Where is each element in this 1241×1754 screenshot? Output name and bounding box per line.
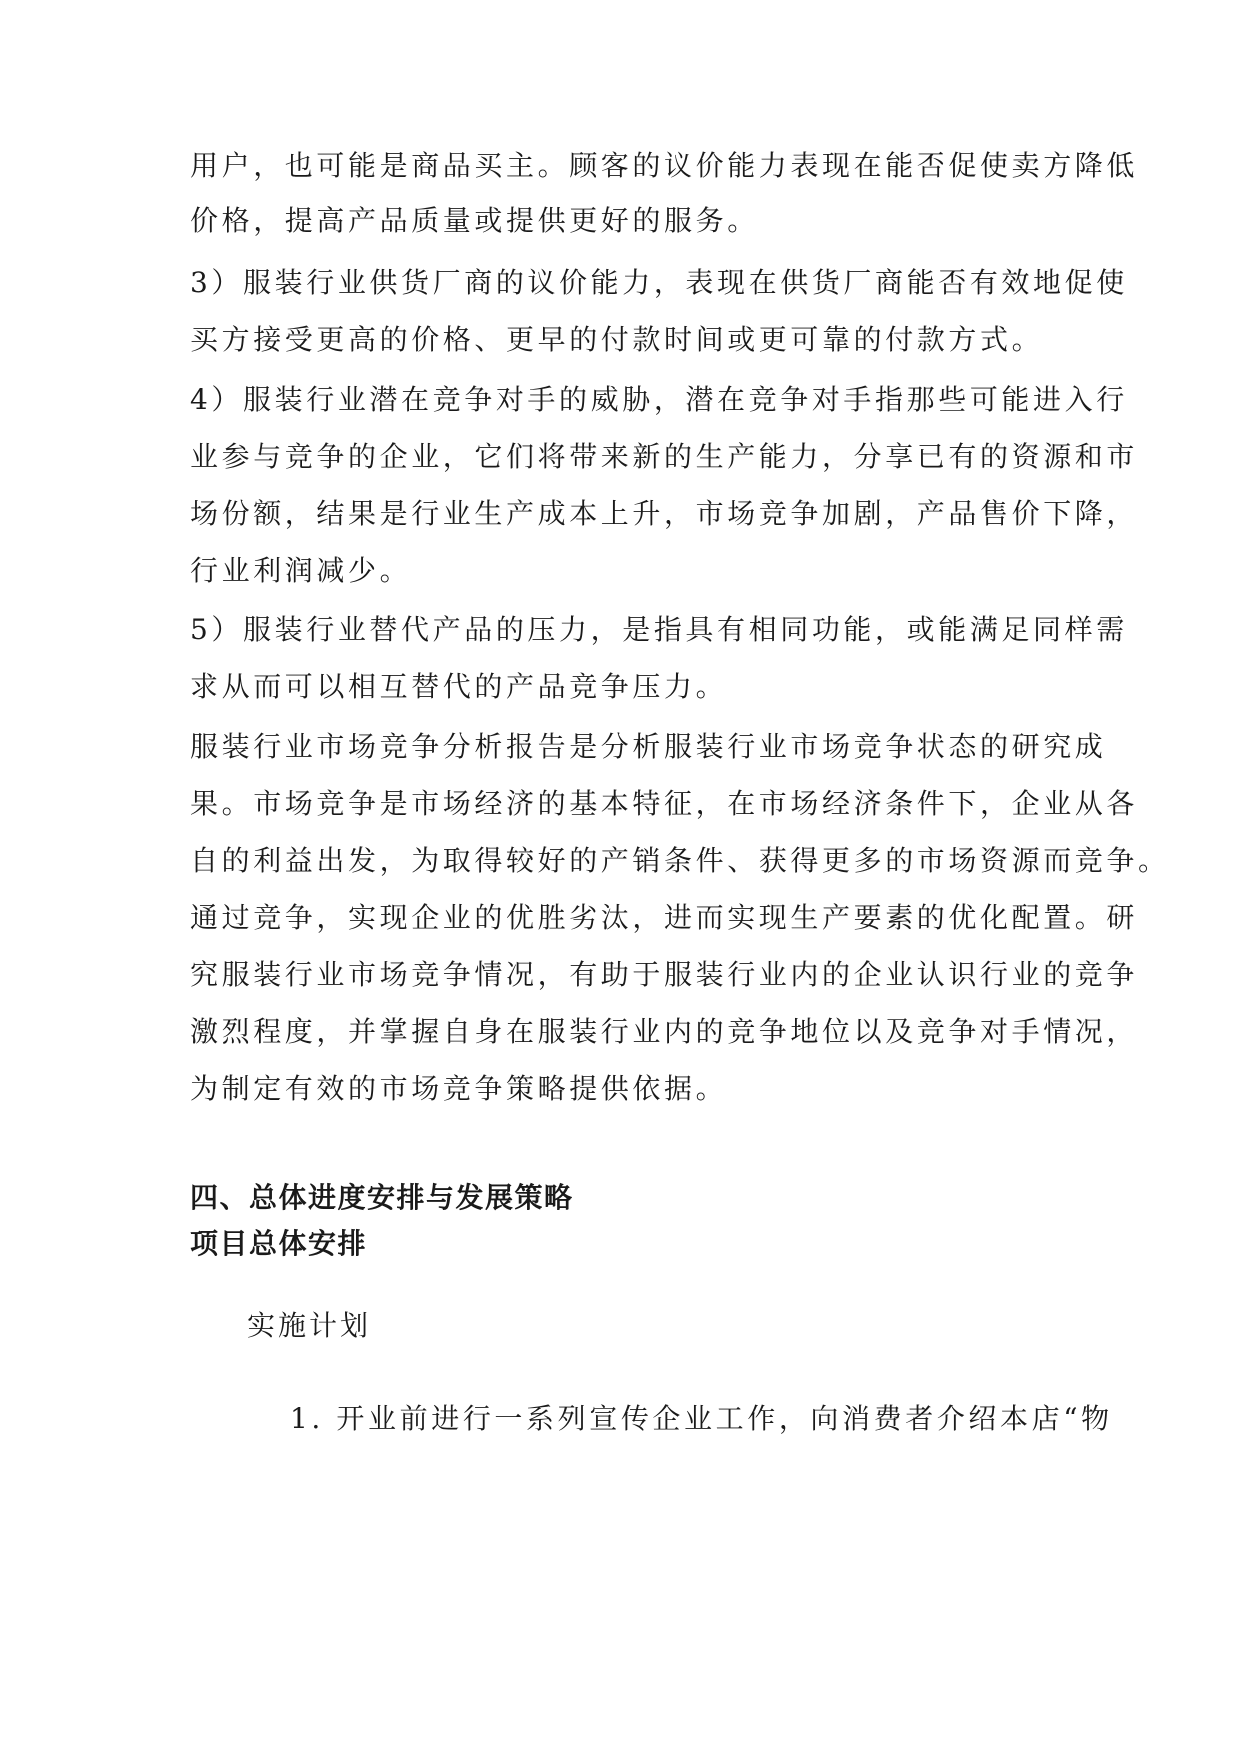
body-line: 买方接受更高的价格、更早的付款时间或更可靠的付款方式。 bbox=[190, 323, 1044, 356]
body-line: 求从而可以相互替代的产品竞争压力。 bbox=[190, 670, 728, 703]
body-line: 4）服装行业潜在竞争对手的威胁，潜在竞争对手指那些可能进入行 bbox=[190, 383, 1128, 416]
body-line: 行业利润减少。 bbox=[190, 554, 412, 587]
body-line: 自的利益出发，为取得较好的产销条件、获得更多的市场资源而竞争。 bbox=[190, 844, 1170, 877]
body-line: 场份额，结果是行业生产成本上升，市场竞争加剧，产品售价下降， bbox=[190, 497, 1139, 530]
sub-heading: 项目总体安排 bbox=[190, 1227, 368, 1260]
section-heading: 四、总体进度安排与发展策略 bbox=[190, 1181, 574, 1214]
plan-label: 实施计划 bbox=[247, 1309, 372, 1342]
list-item: 1. 开业前进行一系列宣传企业工作，向消费者介绍本店“物 bbox=[290, 1402, 1113, 1435]
body-line: 激烈程度，并掌握自身在服装行业内的竞争地位以及竞争对手情况， bbox=[190, 1015, 1139, 1048]
body-line: 5）服装行业替代产品的压力，是指具有相同功能，或能满足同样需 bbox=[190, 613, 1128, 646]
body-line: 通过竞争，实现企业的优胜劣汰，进而实现生产要素的优化配置。研 bbox=[190, 901, 1139, 934]
body-line: 3）服装行业供货厂商的议价能力，表现在供货厂商能否有效地促使 bbox=[190, 266, 1128, 299]
body-line: 为制定有效的市场竞争策略提供依据。 bbox=[190, 1072, 728, 1105]
body-line: 果。市场竞争是市场经济的基本特征，在市场经济条件下，企业从各 bbox=[190, 787, 1139, 820]
body-line: 服装行业市场竞争分析报告是分析服装行业市场竞争状态的研究成 bbox=[190, 730, 1107, 763]
body-line: 究服装行业市场竞争情况，有助于服装行业内的企业认识行业的竞争 bbox=[190, 958, 1139, 991]
body-line: 价格，提高产品质量或提供更好的服务。 bbox=[190, 204, 759, 237]
body-line: 用户，也可能是商品买主。顾客的议价能力表现在能否促使卖方降低 bbox=[190, 149, 1139, 182]
body-line: 业参与竞争的企业，它们将带来新的生产能力，分享已有的资源和市 bbox=[190, 440, 1139, 473]
